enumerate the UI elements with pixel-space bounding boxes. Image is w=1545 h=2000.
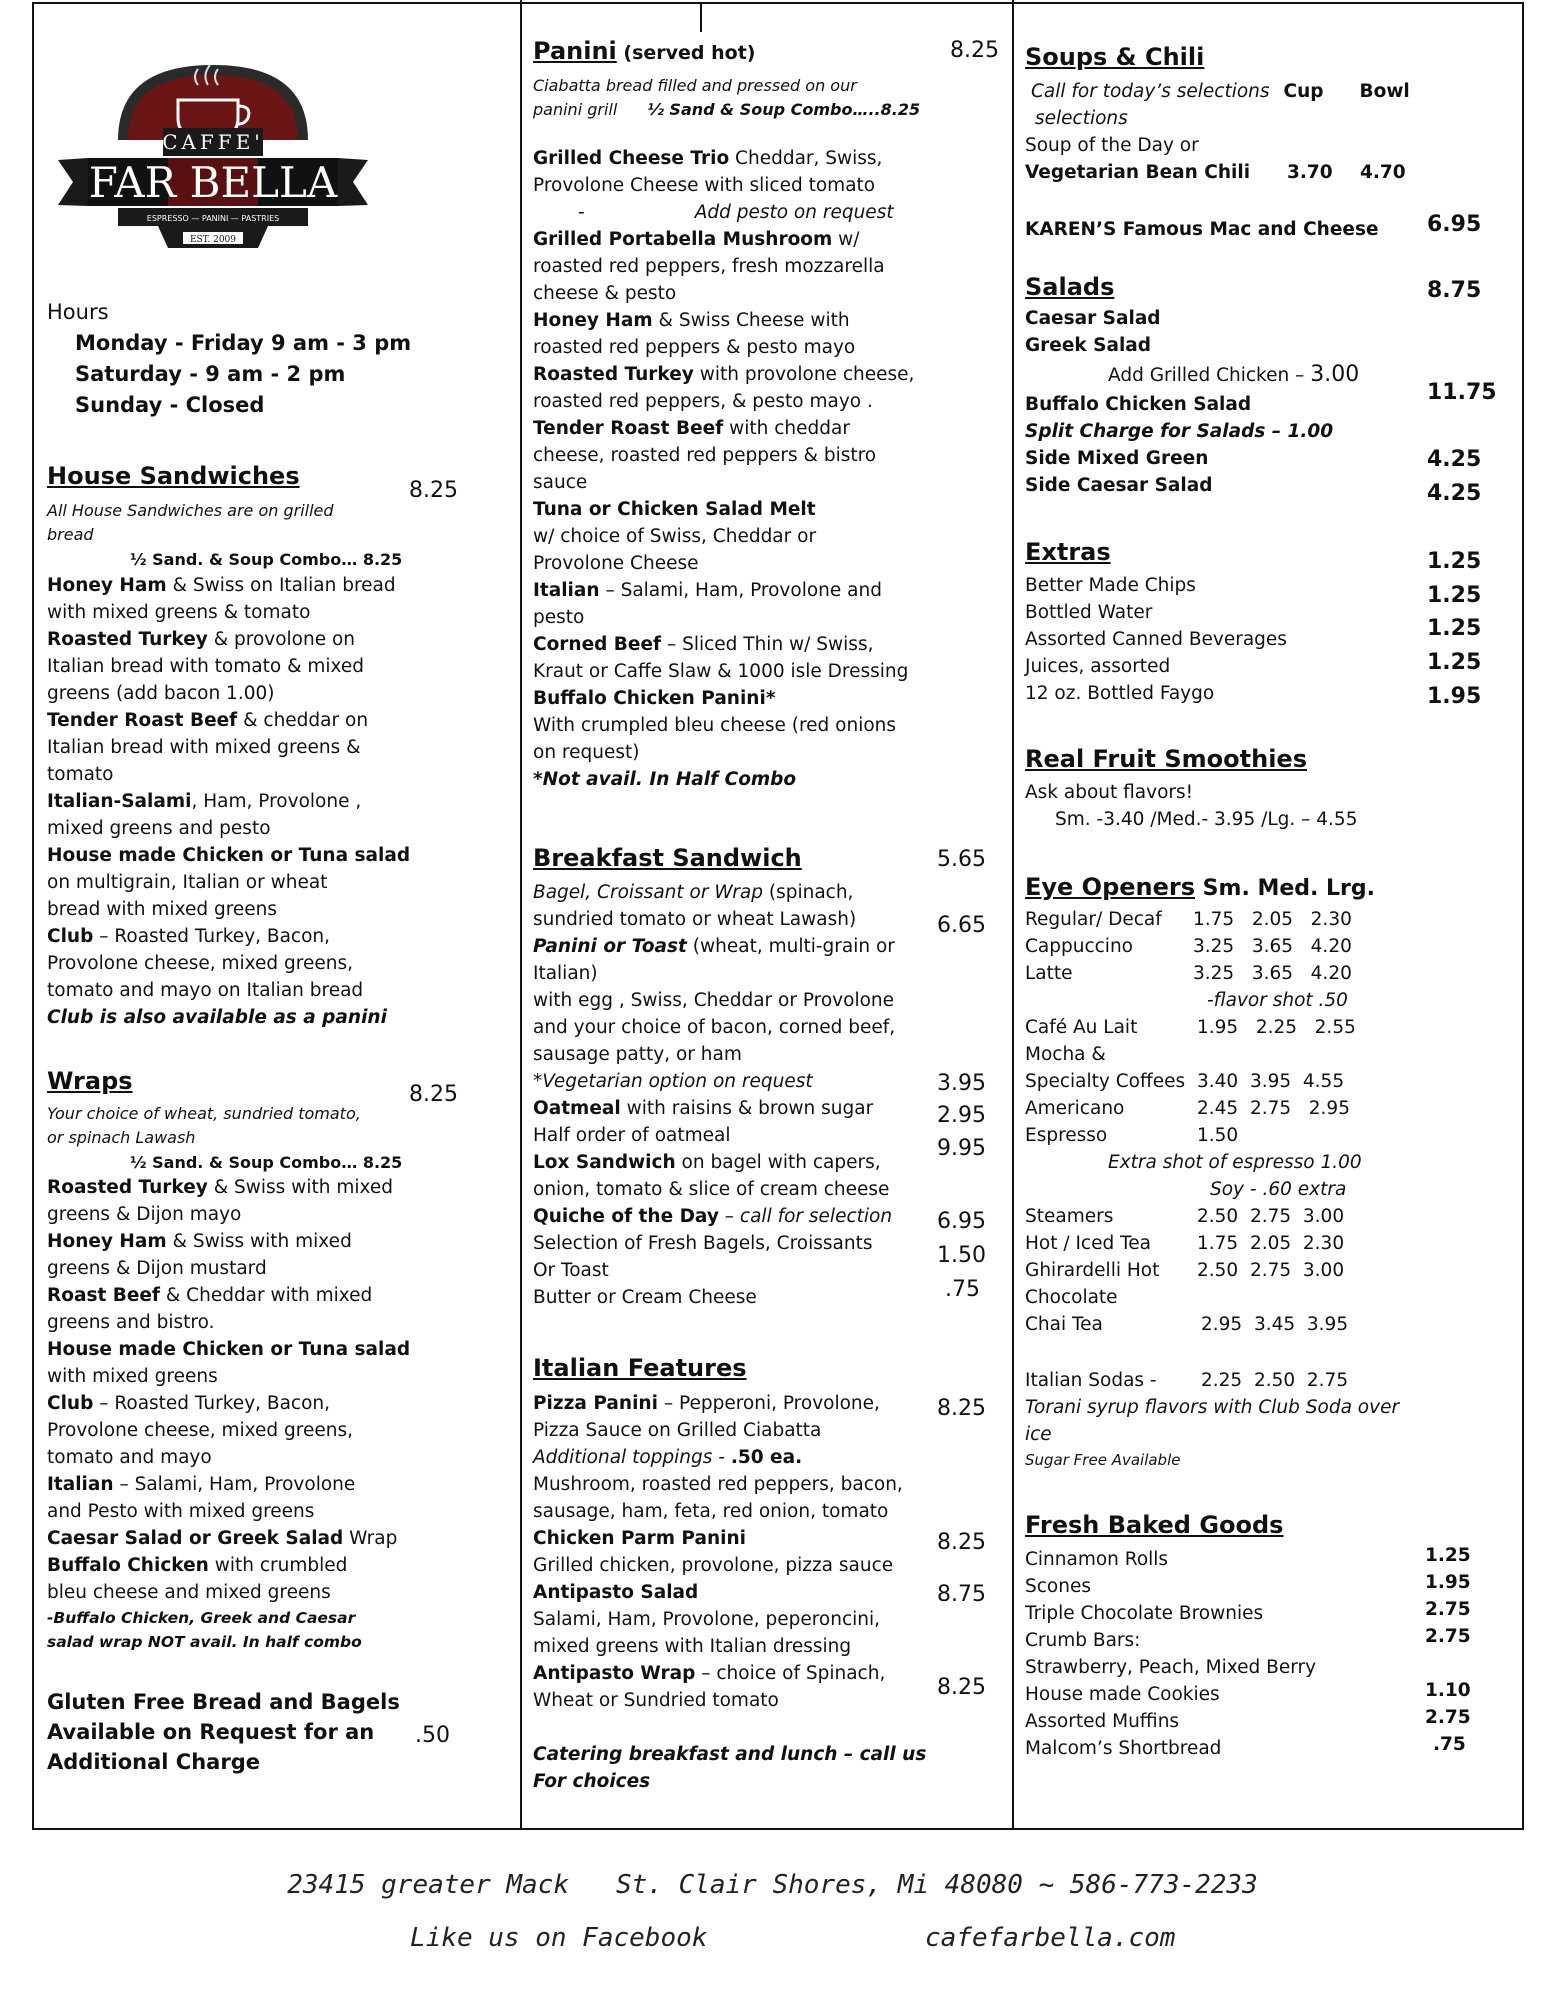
menu-item: Regular/ Decaf [1025, 909, 1162, 930]
menu-item: Caesar Salad [1025, 308, 1161, 329]
menu-item: Antipasto Salad [533, 1582, 699, 1603]
price-line: 1.75 2.05 2.30 [1197, 1233, 1345, 1254]
price: 6.95 [937, 1209, 986, 1234]
menu-item-desc: bread with mixed greens [47, 899, 278, 920]
menu-item: Roasted Turkey with provolone cheese, [533, 364, 915, 385]
menu-item-desc: cheese & pesto [533, 283, 677, 304]
menu-item: Chai Tea [1025, 1314, 1103, 1335]
menu-item-desc: roasted red peppers, fresh mozzarella [533, 256, 885, 277]
menu-item: Chocolate [1025, 1287, 1118, 1308]
menu-item: Bottled Water [1025, 602, 1153, 623]
price-line: 3.25 3.65 4.20 [1193, 936, 1352, 957]
menu-item: 12 oz. Bottled Faygo [1025, 683, 1215, 704]
menu-item-desc: sausage, ham, feta, red onion, tomato [533, 1501, 889, 1522]
section-note: Call for today’s selections Cup Bowl [1031, 81, 1410, 102]
section-title-house-sandwiches: House Sandwiches [47, 462, 300, 490]
menu-item-desc: on request) [533, 742, 640, 763]
menu-item-desc: tomato [47, 764, 114, 785]
price: 8.25 [950, 38, 999, 63]
menu-item-desc: Italian) [533, 963, 598, 984]
section-title-salads: Salads [1025, 273, 1115, 301]
price: 9.95 [937, 1136, 986, 1161]
svg-text:ESPRESSO — PANINI — PASTRIES: ESPRESSO — PANINI — PASTRIES [146, 214, 280, 223]
price: 11.75 [1427, 380, 1497, 405]
menu-item-desc: With crumpled bleu cheese (red onions [533, 715, 897, 736]
hours-line: Saturday - 9 am - 2 pm [75, 362, 346, 386]
menu-note: Club is also available as a panini [47, 1007, 387, 1028]
section-title-extras: Extras [1025, 538, 1111, 566]
menu-note: *Not avail. In Half Combo [533, 769, 797, 790]
menu-item: Vegetarian Bean Chili [1025, 162, 1251, 183]
menu-item: House made Chicken or Tuna salad [47, 845, 411, 866]
menu-item-desc: sauce [533, 472, 588, 493]
menu-item-desc: roasted red peppers, & pesto mayo . [533, 391, 873, 412]
menu-item-desc: and Pesto with mixed greens [47, 1501, 315, 1522]
menu-item: Lox Sandwich on bagel with capers, [533, 1152, 881, 1173]
column-divider [520, 0, 522, 1828]
menu-item: Tuna or Chicken Salad Melt [533, 499, 816, 520]
menu-item-desc: Butter or Cream Cheese [533, 1287, 757, 1308]
menu-item: Crumb Bars: [1025, 1630, 1141, 1651]
menu-item: Italian – Salami, Ham, Provolone and [533, 580, 882, 601]
menu-item-desc: Provolone cheese, mixed greens, [47, 1420, 353, 1441]
menu-item-desc: tomato and mayo [47, 1447, 212, 1468]
menu-item: Espresso [1025, 1125, 1108, 1146]
menu-item: Greek Salad [1025, 335, 1152, 356]
price: 3.70 [1287, 162, 1333, 183]
menu-item-desc: with mixed greens & tomato [47, 602, 311, 623]
menu-item: Juices, assorted [1025, 656, 1171, 677]
website-link[interactable]: cafefarbella.com [925, 1923, 1176, 1953]
price: 8.25 [409, 478, 458, 503]
menu-item: Grilled Cheese Trio Cheddar, Swiss, [533, 148, 883, 169]
menu-item: Buffalo Chicken with crumbled [47, 1555, 348, 1576]
section-title-italian: Italian Features [533, 1354, 747, 1382]
section-title-baked-goods: Fresh Baked Goods [1025, 1511, 1284, 1539]
menu-item: KAREN’S Famous Mac and Cheese [1025, 219, 1379, 240]
menu-item: Malcom’s Shortbread [1025, 1738, 1222, 1759]
menu-item: Scones [1025, 1576, 1091, 1597]
price: 1.95 [1427, 684, 1482, 709]
menu-item: Side Mixed Green [1025, 448, 1209, 469]
menu-item: Assorted Canned Beverages [1025, 629, 1287, 650]
menu-item: Roast Beef & Cheddar with mixed [47, 1285, 373, 1306]
menu-item-desc: Provolone Cheese with sliced tomato [533, 175, 876, 196]
menu-item: Better Made Chips [1025, 575, 1196, 596]
section-note: selections [1035, 108, 1128, 129]
menu-item: House made Chicken or Tuna salad [47, 1339, 411, 1360]
menu-note: -Buffalo Chicken, Greek and Caesar [47, 1609, 356, 1627]
price-line: Sm. -3.40 /Med.- 3.95 /Lg. – 4.55 [1055, 809, 1358, 830]
menu-note: salad wrap NOT avail. In half combo [47, 1633, 362, 1651]
menu-item: Latte [1025, 963, 1073, 984]
gluten-note: Gluten Free Bread and Bagels [47, 1690, 400, 1714]
svg-text:CAFFE': CAFFE' [162, 130, 264, 154]
menu-item: Café Au Lait [1025, 1017, 1138, 1038]
menu-note: Add Grilled Chicken – 3.00 [1108, 362, 1360, 387]
price-line: 2.50 2.75 3.00 [1197, 1260, 1345, 1281]
price: 4.70 [1360, 162, 1406, 183]
menu-item: Honey Ham & Swiss with mixed [47, 1231, 352, 1252]
menu-item: Triple Chocolate Brownies [1025, 1603, 1264, 1624]
section-note: Ciabatta bread filled and pressed on our [533, 76, 857, 95]
price: 8.25 [937, 1396, 986, 1421]
menu-item-desc: and your choice of bacon, corned beef, [533, 1017, 896, 1038]
menu-item-desc: Italian bread with mixed greens & [47, 737, 361, 758]
menu-item-desc: Mushroom, roasted red peppers, bacon, [533, 1474, 903, 1495]
price: 1.25 [1427, 616, 1482, 641]
menu-note: -flavor shot .50 [1207, 990, 1348, 1011]
price: 4.25 [1427, 481, 1482, 506]
price: 1.95 [1425, 1572, 1471, 1593]
menu-item-desc: Half order of oatmeal [533, 1125, 731, 1146]
menu-item: Quiche of the Day – call for selection [533, 1206, 893, 1227]
menu-item-desc: greens & Dijon mustard [47, 1258, 267, 1279]
menu-item-desc: greens and bistro. [47, 1312, 215, 1333]
catering-note: Catering breakfast and lunch – call us [533, 1744, 927, 1765]
top-tick [700, 2, 702, 32]
svg-text:FAR BELLA: FAR BELLA [88, 158, 338, 207]
price: 1.50 [937, 1243, 986, 1268]
menu-note: - Add pesto on request [578, 202, 894, 223]
price: .50 [415, 1723, 450, 1748]
price-line: 1.75 2.05 2.30 [1193, 909, 1352, 930]
menu-item-desc: tomato and mayo on Italian bread [47, 980, 364, 1001]
menu-item-desc: Salami, Ham, Provolone, peperoncini, [533, 1609, 881, 1630]
menu-item: Club – Roasted Turkey, Bacon, [47, 926, 331, 947]
price: .75 [1433, 1734, 1466, 1755]
menu-item-desc: Or Toast [533, 1260, 609, 1281]
menu-item: Chicken Parm Panini [533, 1528, 746, 1549]
hours-title: Hours [47, 300, 109, 324]
price-line: 2.95 3.45 3.95 [1201, 1314, 1349, 1335]
menu-item: Italian Sodas - [1025, 1370, 1157, 1391]
catering-note: For choices [533, 1771, 651, 1792]
menu-note: Additional toppings - .50 ea. [533, 1447, 803, 1468]
section-title-soups: Soups & Chili [1025, 43, 1205, 71]
price-line: 2.25 2.50 2.75 [1201, 1370, 1349, 1391]
section-title-wraps: Wraps [47, 1067, 133, 1095]
menu-item: Side Caesar Salad [1025, 475, 1213, 496]
menu-item-desc: Provolone cheese, mixed greens, [47, 953, 353, 974]
menu-item: Roasted Turkey & provolone on [47, 629, 356, 650]
price: 2.95 [937, 1103, 986, 1128]
menu-item-desc: mixed greens and pesto [47, 818, 271, 839]
menu-item: Americano [1025, 1098, 1125, 1119]
price: 1.10 [1425, 1680, 1471, 1701]
menu-item: Cinnamon Rolls [1025, 1549, 1169, 1570]
menu-item: Specialty Coffees [1025, 1071, 1186, 1092]
menu-item: Tender Roast Beef & cheddar on [47, 710, 369, 731]
menu-item: Honey Ham & Swiss on Italian bread [47, 575, 396, 596]
price: 1.25 [1425, 1545, 1471, 1566]
menu-item: Honey Ham & Swiss Cheese with [533, 310, 850, 331]
menu-item-desc: Wheat or Sundried tomato [533, 1690, 779, 1711]
price: 8.25 [937, 1675, 986, 1700]
menu-item-desc: Italian bread with tomato & mixed [47, 656, 365, 677]
column-divider [1012, 0, 1014, 1828]
menu-item: Mocha & [1025, 1044, 1106, 1065]
menu-note: *Vegetarian option on request [533, 1071, 813, 1092]
price-line: 3.25 3.65 4.20 [1193, 963, 1352, 984]
price: 6.65 [937, 913, 986, 938]
menu-item: Hot / Iced Tea [1025, 1233, 1151, 1254]
price: 8.25 [937, 1530, 986, 1555]
menu-item: Buffalo Chicken Panini* [533, 688, 776, 709]
price: 1.25 [1427, 549, 1482, 574]
menu-item: Tender Roast Beef with cheddar [533, 418, 850, 439]
menu-note: Torani syrup flavors with Club Soda over [1025, 1397, 1400, 1418]
price-line: 2.45 2.75 2.95 [1197, 1098, 1350, 1119]
menu-item: Grilled Portabella Mushroom w/ [533, 229, 860, 250]
section-note: All House Sandwiches are on grilled [47, 501, 334, 520]
menu-item-desc: onion, tomato & slice of cream cheese [533, 1179, 890, 1200]
menu-item: Club – Roasted Turkey, Bacon, [47, 1393, 331, 1414]
menu-item-desc: with egg , Swiss, Cheddar or Provolone [533, 990, 895, 1011]
menu-note: Split Charge for Salads – 1.00 [1025, 421, 1334, 442]
menu-item: Bagel, Croissant or Wrap (spinach, [533, 882, 854, 903]
menu-item: Roasted Turkey & Swiss with mixed [47, 1177, 393, 1198]
menu-item-desc: Soup of the Day or [1025, 135, 1199, 156]
price: 2.75 [1425, 1599, 1471, 1620]
section-note: panini grill ½ Sand & Soup Combo…..8.25 [533, 100, 921, 119]
gluten-note: Additional Charge [47, 1750, 260, 1774]
menu-item-desc: Kraut or Caffe Slaw & 1000 isle Dressing [533, 661, 909, 682]
price: 8.25 [409, 1082, 458, 1107]
menu-item: Caesar Salad or Greek Salad Wrap [47, 1528, 398, 1549]
section-title-eye-openers: Eye Openers Sm. Med. Lrg. [1025, 873, 1376, 901]
menu-item-desc: w/ choice of Swiss, Cheddar or [533, 526, 817, 547]
price-line: 2.50 2.75 3.00 [1197, 1206, 1345, 1227]
menu-item: Pizza Panini – Pepperoni, Provolone, [533, 1393, 880, 1414]
menu-item: Steamers [1025, 1206, 1114, 1227]
price: 6.95 [1427, 212, 1482, 237]
price: 2.75 [1425, 1707, 1471, 1728]
menu-item: Antipasto Wrap – choice of Spinach, [533, 1663, 886, 1684]
cafe-logo [48, 30, 378, 265]
menu-item-desc: with mixed greens [47, 1366, 218, 1387]
footer-address: 23415 greater Mack St. Clair Shores, Mi 48080 ~ 586-773-2233 [287, 1870, 1258, 1900]
price: .75 [945, 1277, 980, 1302]
menu-item-desc: Grilled chicken, provolone, pizza sauce [533, 1555, 894, 1576]
menu-item: Oatmeal with raisins & brown sugar [533, 1098, 874, 1119]
price: 1.25 [1427, 583, 1482, 608]
section-note: or spinach Lawash [47, 1128, 196, 1147]
price: 2.75 [1425, 1626, 1471, 1647]
menu-item-desc: cheese, roasted red peppers & bistro [533, 445, 877, 466]
section-title-panini: Panini (served hot) [533, 37, 756, 65]
menu-item-desc: greens (add bacon 1.00) [47, 683, 275, 704]
menu-item-desc: Selection of Fresh Bagels, Croissants [533, 1233, 873, 1254]
price: 8.75 [1427, 278, 1482, 303]
menu-item: Ghirardelli Hot [1025, 1260, 1160, 1281]
menu-note: ice [1025, 1424, 1052, 1445]
menu-item: Corned Beef – Sliced Thin w/ Swiss, [533, 634, 874, 655]
menu-note: Extra shot of espresso 1.00 [1108, 1152, 1362, 1173]
price: 3.95 [937, 1071, 986, 1096]
combo-note: ½ Sand. & Soup Combo… 8.25 [130, 550, 403, 569]
menu-item-desc: mixed greens with Italian dressing [533, 1636, 852, 1657]
hours-line: Monday - Friday 9 am - 3 pm [75, 331, 412, 355]
menu-item-desc: greens & Dijon mayo [47, 1204, 242, 1225]
menu-item-desc: sundried tomato or wheat Lawash) [533, 909, 857, 930]
menu-item-desc: roasted red peppers & pesto mayo [533, 337, 856, 358]
section-note: bread [47, 525, 94, 544]
menu-item: House made Cookies [1025, 1684, 1220, 1705]
price-line: 3.40 3.95 4.55 [1197, 1071, 1345, 1092]
svg-text:EST. 2009: EST. 2009 [189, 235, 237, 245]
price: 4.25 [1427, 447, 1482, 472]
hours-line: Sunday - Closed [75, 393, 265, 417]
menu-note: Soy - .60 extra [1210, 1179, 1347, 1200]
menu-item-desc: Pizza Sauce on Grilled Ciabatta [533, 1420, 822, 1441]
section-title-smoothies: Real Fruit Smoothies [1025, 745, 1307, 773]
menu-item: Panini or Toast (wheat, multi-grain or [533, 936, 895, 957]
menu-item: Italian-Salami, Ham, Provolone , [47, 791, 362, 812]
facebook-link[interactable]: Like us on Facebook [410, 1923, 708, 1953]
price: 1.25 [1427, 650, 1482, 675]
price: 8.75 [937, 1582, 986, 1607]
menu-item: Assorted Muffins [1025, 1711, 1180, 1732]
menu-item-desc: on multigrain, Italian or wheat [47, 872, 328, 893]
menu-item: Strawberry, Peach, Mixed Berry [1025, 1657, 1317, 1678]
menu-item: Buffalo Chicken Salad [1025, 394, 1252, 415]
menu-item-desc: bleu cheese and mixed greens [47, 1582, 331, 1603]
gluten-note: Available on Request for an [47, 1720, 375, 1744]
price: 5.65 [937, 847, 986, 872]
section-note: Your choice of wheat, sundried tomato, [47, 1104, 361, 1123]
price-line: 1.50 [1197, 1125, 1239, 1146]
price-line: 1.95 2.25 2.55 [1197, 1017, 1356, 1038]
menu-item-desc: Ask about flavors! [1025, 782, 1194, 803]
menu-note: Sugar Free Available [1025, 1451, 1181, 1469]
menu-item-desc: Provolone Cheese [533, 553, 699, 574]
menu-item: Italian – Salami, Ham, Provolone [47, 1474, 356, 1495]
section-title-breakfast: Breakfast Sandwich [533, 844, 802, 872]
menu-item-desc: sausage patty, or ham [533, 1044, 742, 1065]
menu-item-desc: pesto [533, 607, 585, 628]
combo-note: ½ Sand. & Soup Combo… 8.25 [130, 1153, 403, 1172]
menu-item: Cappuccino [1025, 936, 1133, 957]
